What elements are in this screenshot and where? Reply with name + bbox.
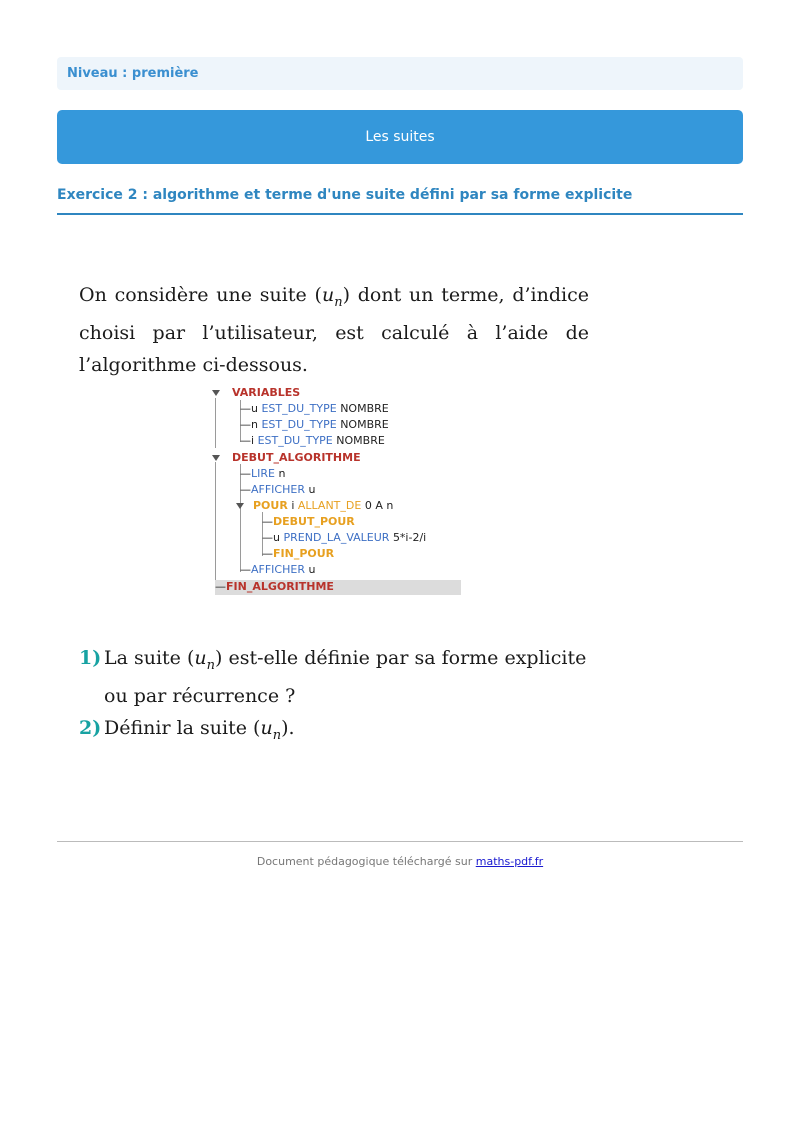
collapse-triangle-icon[interactable] xyxy=(236,503,244,509)
debut-keyword: DEBUT_ALGORITHME xyxy=(232,451,361,464)
pour-var: i xyxy=(291,499,295,512)
question-text-end: . xyxy=(288,716,295,739)
sequence-index: n xyxy=(334,294,343,310)
footer xyxy=(57,855,743,868)
algo-fin: —FIN_ALGORITHME xyxy=(215,580,461,595)
question-text-start: La suite xyxy=(104,647,187,669)
algo-debut-pour: —DEBUT_POUR xyxy=(262,515,355,528)
footer-text: Document pédagogique téléchargé sur xyxy=(256,855,476,868)
var-type: NOMBRE xyxy=(336,434,385,447)
question-text-start: Définir la suite xyxy=(104,716,254,739)
algo-assign: —u PREND_LA_VALEUR 5*i-2/i xyxy=(262,531,427,544)
lire-arg: n xyxy=(278,467,286,480)
var-type: NOMBRE xyxy=(340,402,389,415)
var-type: NOMBRE xyxy=(340,418,389,431)
sequence-index: n xyxy=(206,657,216,673)
algo-var-row: —u EST_DU_TYPE NOMBRE xyxy=(240,402,389,415)
algo-afficher: —AFFICHER u xyxy=(240,483,316,496)
afficher-keyword: AFFICHER xyxy=(251,563,305,576)
var-keyword: EST_DU_TYPE xyxy=(261,418,337,431)
question-item xyxy=(79,713,599,751)
var-keyword: EST_DU_TYPE xyxy=(261,402,337,415)
sequence-index: n xyxy=(272,727,282,743)
pour-keyword: POUR xyxy=(253,499,288,512)
question-item xyxy=(79,643,599,713)
algo-afficher2: —AFFICHER u xyxy=(240,563,316,576)
sequence-var: u xyxy=(260,716,273,739)
question-number: 2) xyxy=(79,716,102,739)
var-name: n xyxy=(251,418,258,431)
chapter-title-banner xyxy=(57,110,743,164)
assign-var: u xyxy=(273,531,280,544)
var-name: u xyxy=(251,402,258,415)
algo-lire: —LIRE n xyxy=(240,467,286,480)
tree-line xyxy=(215,462,216,590)
fin-keyword: FIN_ALGORITHME xyxy=(226,580,334,593)
chapter-title: Les suites xyxy=(365,129,435,145)
lire-keyword: LIRE xyxy=(251,467,275,480)
var-name: i xyxy=(251,434,255,447)
pour-range: 0 A n xyxy=(364,499,394,512)
footer-link[interactable]: maths-pdf.fr xyxy=(475,855,544,868)
algo-pour xyxy=(253,499,393,514)
sequence-var: u xyxy=(194,647,207,669)
afficher-arg: u xyxy=(308,483,316,496)
collapse-triangle-icon[interactable] xyxy=(212,390,220,396)
statement-text-end: dont un terme, d’indice choisi par l’utilisateur, est calculé à l’aide de l’algorithme ci-dessous. xyxy=(79,284,589,376)
assign-expr: 5*i-2/i xyxy=(392,531,427,544)
exercise-title-text: Exercice 2 : algorithme et terme d'une suite défini par sa forme explicite xyxy=(57,187,633,203)
sequence-notation: $(u_n)$ xyxy=(314,284,350,310)
algorithm-tree xyxy=(206,384,462,602)
sequence-notation: $(u_n)$ xyxy=(253,716,289,743)
questions-list xyxy=(79,643,599,751)
variables-keyword: VARIABLES xyxy=(232,386,301,399)
var-keyword: EST_DU_TYPE xyxy=(257,434,333,447)
level-label: Niveau : première xyxy=(67,66,199,81)
algo-debut xyxy=(232,451,361,466)
algo-var-row: —i EST_DU_TYPE NOMBRE xyxy=(240,434,385,447)
footer-divider xyxy=(57,841,743,842)
exercise-statement xyxy=(79,280,589,381)
afficher-arg: u xyxy=(308,563,316,576)
sequence-notation: $(u_n)$ xyxy=(186,647,223,673)
tree-line xyxy=(215,398,216,448)
statement-text-start: On considère une suite xyxy=(79,284,315,306)
collapse-triangle-icon[interactable] xyxy=(212,455,220,461)
exercise-title xyxy=(57,185,743,215)
algo-var-row: —n EST_DU_TYPE NOMBRE xyxy=(240,418,389,431)
algo-fin-pour: —FIN_POUR xyxy=(262,547,335,560)
prend-keyword: PREND_LA_VALEUR xyxy=(283,531,390,544)
question-number: 1) xyxy=(79,647,102,669)
afficher-keyword: AFFICHER xyxy=(251,483,305,496)
level-banner xyxy=(57,57,743,90)
debut-pour-keyword: DEBUT_POUR xyxy=(273,515,355,528)
fin-pour-keyword: FIN_POUR xyxy=(273,547,335,560)
question-text-end: est-elle définie par sa forme explicite ou par récurrence ? xyxy=(104,647,587,708)
sequence-var: u xyxy=(321,284,335,306)
algo-variables xyxy=(232,386,300,401)
allant-keyword: ALLANT_DE xyxy=(297,499,362,512)
